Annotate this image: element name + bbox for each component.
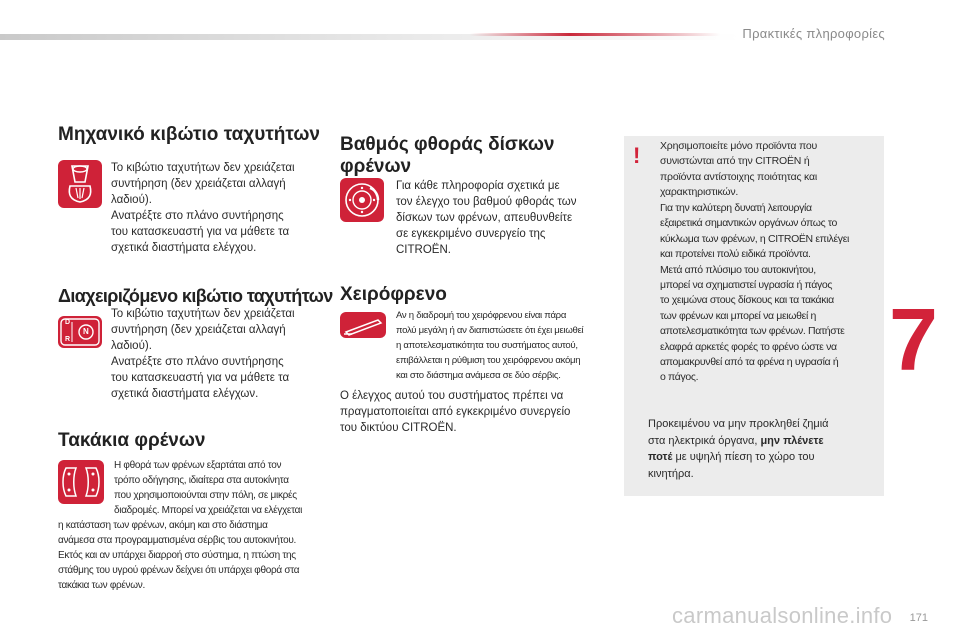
brake-pads-icon: [58, 460, 104, 504]
text-line: Προκειμένου να μην προκληθεί ζημιά: [648, 418, 829, 430]
text-line: συντήρηση (δεν χρειάζεται αλλαγή: [111, 178, 286, 190]
controlled-gearbox-text: [111, 306, 295, 402]
text-line: σχετικά διαστήματα ελέγχου.: [111, 242, 257, 254]
section-title: Πρακτικές πληροφορίες: [742, 26, 885, 41]
heading-line: φρένων: [340, 156, 412, 177]
text-line: συνιστώνται από την CITROËN ή: [660, 155, 810, 168]
heading-line: Βαθμός φθοράς δίσκων: [340, 134, 555, 155]
text-line: απομακρυνθεί από τα φρένα η υγρασία ή: [660, 356, 839, 369]
manual-gearbox-heading: Μηχανικό κιβώτιο ταχυτήτων: [58, 124, 320, 145]
watermark: carmanualsonline.info: [672, 603, 893, 628]
text-line: και στο διάστημα ανάμεσα σε δύο σέρβις.: [396, 370, 561, 381]
text-line: κύκλωμα των φρένων, η CITROËN επιλέγει: [660, 232, 850, 245]
text-line: και προτείνει πολύ ειδικά προϊόντα.: [660, 248, 811, 261]
brake-discs-text: [396, 178, 577, 258]
handbrake-icon: [340, 312, 386, 338]
text-span: στα ηλεκτρικά όργανα,: [648, 434, 761, 447]
text-line: του δικτύου CITROËN.: [340, 422, 457, 434]
chapter-number: 7: [889, 290, 938, 389]
brake-discs-heading: [340, 134, 555, 178]
emphasis-text: ποτέ: [648, 451, 673, 463]
text-line: επιβάλλεται η ρύθμιση του χειρόφρενου ακόμη: [396, 355, 581, 366]
brake-pads-heading: Τακάκια φρένων: [58, 430, 206, 451]
parking-brake-text-indented: [396, 308, 583, 383]
text-line: που χρησιμοποιούνται στην πόλη, σε μικρές: [114, 490, 297, 501]
text-line: η κατάσταση των φρένων, ακόμη και στο διάστημα: [58, 520, 268, 531]
text-line: τρόπο οδήγησης, ιδιαίτερα στα αυτοκίνητα: [114, 475, 289, 486]
page-number: 171: [909, 612, 928, 624]
text-line: δίσκων των φρένων, απευθυνθείτε: [396, 212, 573, 224]
brake-pads-text-indented: [114, 458, 302, 518]
warning-icon: !: [633, 143, 641, 168]
text-line: των φρένων και μπορεί να μειωθεί η: [660, 309, 816, 322]
text-line: τακάκια των φρένων.: [58, 580, 145, 591]
gear-selector-icon: [58, 316, 102, 348]
text-line: [648, 449, 878, 466]
text-line: στάθμης του υγρού φρένων δείχνει ότι υπάρχει φθορά στα: [58, 565, 300, 576]
text-line: Η φθορά των φρένων εξαρτάται από τον: [114, 460, 282, 471]
text-line: συντήρηση (δεν χρειάζεται αλλαγή: [111, 324, 286, 336]
text-line: Ο έλεγχος αυτού του συστήματος πρέπει να: [340, 390, 564, 402]
notice-text: [660, 139, 880, 201]
parking-brake-heading: Χειρόφρενο: [340, 284, 447, 305]
gear-label-n: N: [83, 327, 89, 336]
text-span: με υψηλή πίεση το χώρο του: [672, 451, 815, 463]
text-line: του κατασκευαστή για να μάθετε τα: [111, 372, 290, 384]
text-line: σε εγκεκριμένο συνεργείο της: [396, 228, 546, 240]
text-line: διαδρομές. Μπορεί να χρειάζεται να ελέγχεται: [114, 505, 302, 516]
text-line: Το κιβώτιο ταχυτήτων δεν χρειάζεται: [111, 308, 295, 320]
emphasis-text: μην πλένετε: [760, 434, 824, 447]
text-line: εξαιρετικά σημαντικών οργάνων όπως το: [660, 217, 838, 230]
brake-pads-text-full: [58, 518, 299, 593]
gear-lever-icon: [58, 160, 102, 208]
text-line: Αν η διαδρομή του χειρόφρενου είναι πάρα: [396, 310, 567, 321]
text-line: πραγματοποιείται από εγκεκριμένο συνεργείο: [340, 406, 571, 418]
text-line: το χειμώνα στους δίσκους και τα τακάκια: [660, 294, 834, 307]
text-line: Το κιβώτιο ταχυτήτων δεν χρειάζεται: [111, 162, 295, 174]
text-line: Για κάθε πληροφορία σχετικά με: [396, 180, 560, 192]
text-line: προϊόντα αντίστοιχης ποιότητας και: [660, 170, 817, 183]
text-line: ελαφρά αρκετές φορές το φρένο ώστε να: [660, 340, 837, 353]
notice-engine-warning: [648, 416, 878, 482]
text-line: [648, 433, 878, 450]
text-line: Χρησιμοποιείτε μόνο προϊόντα που: [660, 140, 818, 152]
text-line: Ανατρέξτε στο πλάνο συντήρησης: [111, 356, 284, 368]
text-line: λαδιού).: [111, 194, 152, 206]
gear-label-r: R: [65, 336, 71, 343]
text-line: η αποτελεσματικότητα του συστήματος αυτού,: [396, 340, 578, 351]
text-line: Ανατρέξτε στο πλάνο συντήρησης: [111, 210, 284, 222]
text-line: πολύ μεγάλη ή αν διαπιστώσετε ότι έχει μειωθεί: [396, 325, 584, 336]
text-line: τον έλεγχο του βαθμού φθοράς των: [396, 196, 577, 208]
text-line: του κατασκευαστή για να μάθετε τα: [111, 226, 290, 238]
text-line: μπορεί να σχηματιστεί υγρασία ή πάγος: [660, 279, 833, 292]
controlled-gearbox-heading: Διαχειριζόμενο κιβώτιο ταχυτήτων: [58, 286, 333, 306]
text-line: Για την καλύτερη δυνατή λειτουργία: [660, 202, 812, 214]
parking-brake-text-full: [340, 388, 570, 436]
text-line: CITROËN.: [396, 244, 451, 256]
text-line: ο πάγος.: [660, 371, 699, 384]
text-line: σχετικά διαστήματα ελέγχων.: [111, 388, 259, 400]
text-line: αποτελεσματικότητα των φρένων. Πατήστε: [660, 325, 845, 338]
text-line: Εκτός και αν υπάρχει διαρροή στο σύστημα, η πτώση της: [58, 550, 296, 561]
text-line: Μετά από πλύσιμο του αυτοκινήτου,: [660, 263, 816, 276]
gear-label-d: D: [65, 319, 71, 326]
text-line: λαδιού).: [111, 340, 152, 352]
brake-disc-icon: [340, 178, 384, 222]
manual-gearbox-text: [111, 160, 295, 256]
notice-text-continued: [660, 201, 882, 386]
header-accent-rule: [470, 33, 720, 36]
text-line: ανάμεσα στα προγραμματισμένα σέρβις του αυτοκινήτου.: [58, 535, 297, 546]
text-line: χαρακτηριστικών.: [660, 186, 739, 199]
text-line: κινητήρα.: [648, 467, 694, 480]
